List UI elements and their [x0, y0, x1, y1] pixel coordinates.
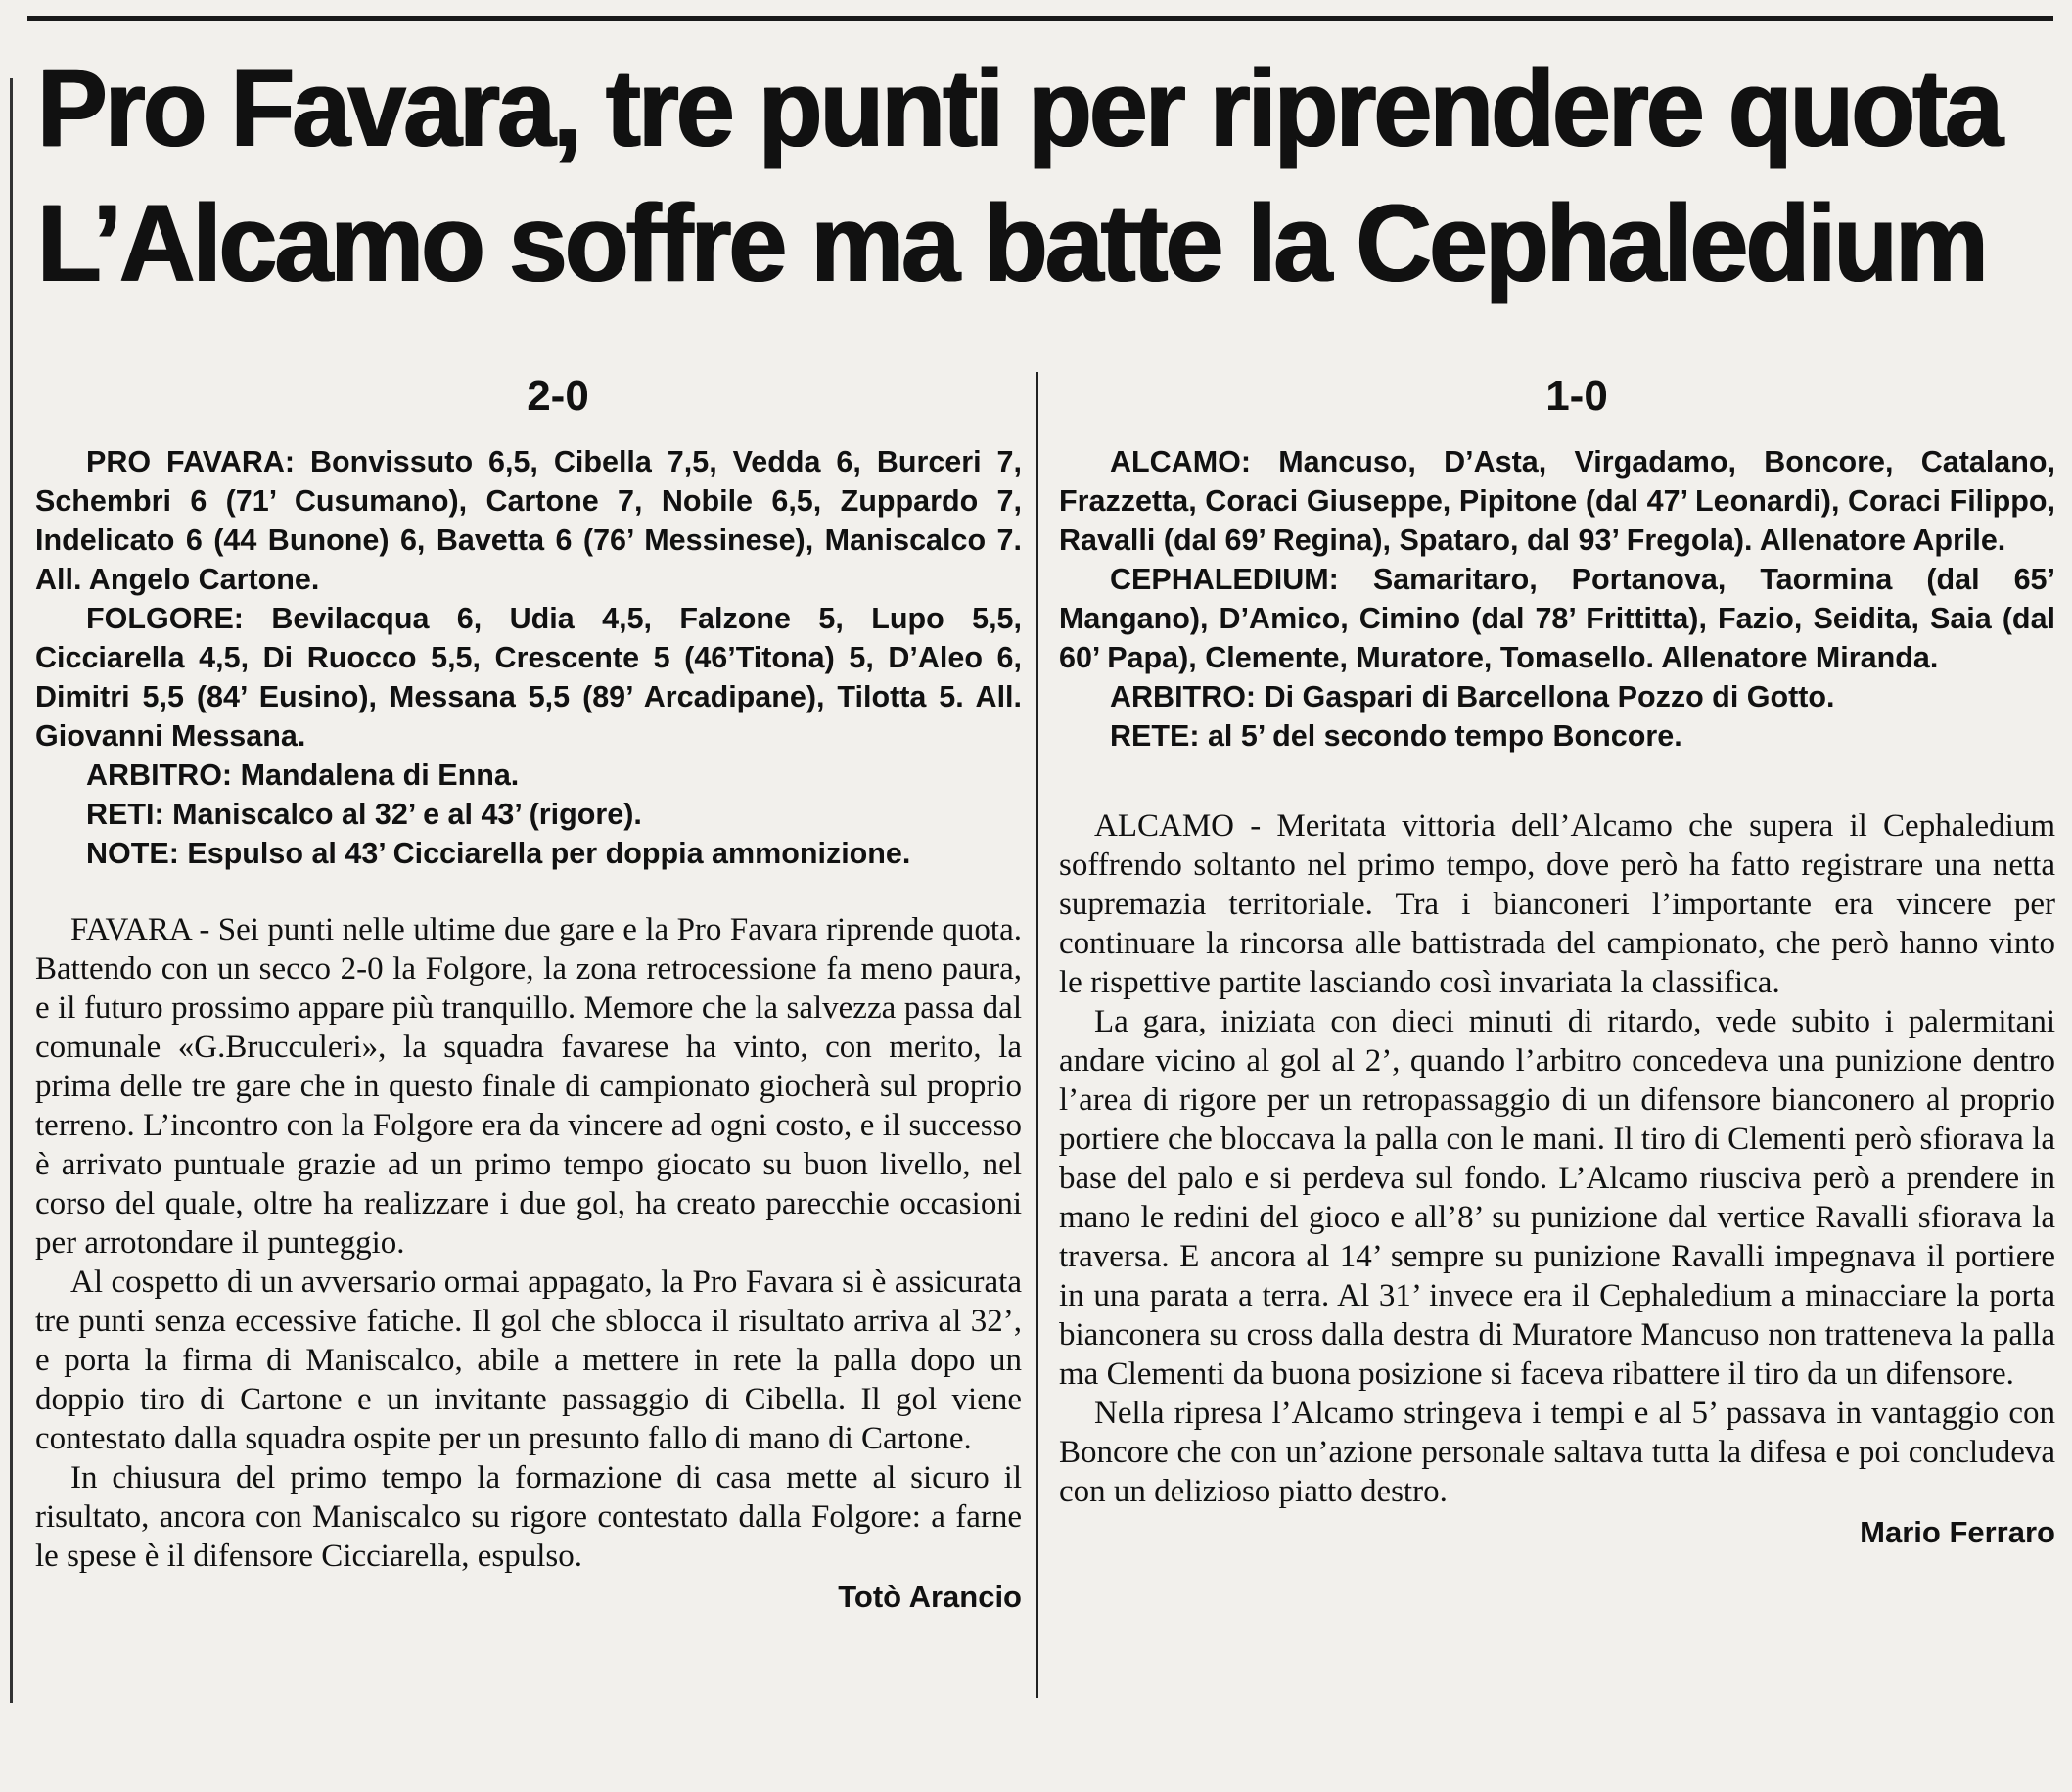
paragraph: La gara, iniziata con dieci minuti di ritardo, vede subito i palermitani andare vicino al gol al 2’, quando l’arbitro concedeva una punizione dentro l’area di rigore per un retropassaggio di un difensore bianconero al proprio portiere che bloccava la palla con le mani. Il tiro di Clementi però sfiorava la base del palo e si perdeva sul fondo. L’Alcamo riusciva però a prendere in mano le redini del gioco e all’8’ su punizione dal vertice Ravalli sfiorava la traversa. E ancora al 14’ sempre su punizione Ravalli impegnava il portiere in una parata a terra. Al 31’ invece era il Cephaledium a minacciare la porta bianconera su cross dalla destra di Muratore Mancuso non tratteneva la palla ma Clementi da buona posizione si faceva ribattere il tiro da un difensore. — [1059, 1004, 2055, 1392]
paragraph: In chiusura del primo tempo la formazione di casa mette al sicuro il risultato, ancora con Maniscalco su rigore contestato dalla Folgore: a farne le spese è il difensore Cicciarella, espulso. — [35, 1460, 1022, 1574]
lineup-alcamo: ALCAMO: Mancuso, D’Asta, Virgadamo, Boncore, Catalano, Frazzetta, Coraci Giuseppe, Pipitone (dal 47’ Leonardi), Coraci Filippo, Ravalli (dal 69’ Regina), Spataro, dal 93’ Fregola). Allenatore Aprile. — [1059, 445, 2055, 557]
body-right — [1059, 806, 2055, 1511]
paragraph: Nella ripresa l’Alcamo stringeva i tempi e al 5’ passava in vantaggio con Boncore che con un’azione personale saltava tutta la difesa e poi concludeva con un delizioso piatto destro. — [1059, 1396, 2055, 1509]
author-left: Totò Arancio — [838, 1580, 1022, 1614]
article-left — [35, 362, 1022, 1617]
paragraph: ALCAMO - Meritata vittoria dell’Alcamo che supera il Cephaledium soffrendo soltanto nel primo tempo, dove però ha fatto registrare una netta supremazia territoriale. Tra i bianconeri l’importante era vincere per continuare la rincorsa alle battistrada del campionato, che però hanno vinto le rispettive partite lasciando così invariata la classifica. — [1059, 808, 2055, 1000]
notes-left: NOTE: Espulso al 43’ Cicciarella per doppia ammonizione. — [86, 837, 911, 870]
paragraph: Al cospetto di un avversario ormai appagato, la Pro Favara si è assicurata tre punti senza eccessive fatiche. Il gol che sblocca il risultato arriva al 32’, e porta la firma di Maniscalco, abile a mettere in rete la palla dopo un doppio tiro di Cartone e un invitante passaggio di Cibella. Il gol viene contestato dalla squadra ospite per un presunto fallo di mano di Cartone. — [35, 1264, 1022, 1456]
lineup-folgore: FOLGORE: Bevilacqua 6, Udia 4,5, Falzone 5, Lupo 5,5, Cicciarella 4,5, Di Ruocco 5,5, Crescente 5 (46’Titona) 5, D’Aleo 6, Dimitri 5,5 (84’ Eusino), Messana 5,5 (89’ Arcadipane), Tilotta 5. All. Giovanni Messana. — [35, 602, 1022, 753]
top-rule — [27, 16, 2053, 21]
referee-left: ARBITRO: Mandalena di Enna. — [86, 758, 520, 792]
headline-line-1: Pro Favara, tre punti per riprendere quota — [37, 47, 2002, 169]
lineup-cephaledium: CEPHALEDIUM: Samaritaro, Portanova, Taormina (dal 65’ Mangano), D’Amico, Cimino (dal 78’ Frittitta), Fazio, Seidita, Saia (dal 60’ Papa), Clemente, Muratore, Tomasello. Allenatore Miranda. — [1059, 563, 2055, 674]
goals-left: RETI: Maniscalco al 32’ e al 43’ (rigore). — [86, 798, 642, 831]
lineup-pro-favara: PRO FAVARA: Bonvissuto 6,5, Cibella 7,5, Vedda 6, Burceri 7, Schembri 6 (71’ Cusumano), Cartone 7, Nobile 6,5, Zuppardo 7, Indelicato 6 (44 Bunone) 6, Bavetta 6 (76’ Messinese), Maniscalco 7. All. Angelo Cartone. — [35, 445, 1022, 596]
lineups-left — [35, 442, 1022, 873]
headline-line-2: L’Alcamo soffre ma batte la Cephaledium — [37, 182, 1986, 304]
author-right: Mario Ferraro — [1860, 1515, 2055, 1549]
referee-right: ARBITRO: Di Gaspari di Barcellona Pozzo di Gotto. — [1110, 680, 1835, 713]
lineups-right — [1059, 442, 2055, 756]
column-divider — [1036, 372, 1038, 1698]
headline — [37, 41, 2002, 311]
paragraph: FAVARA - Sei punti nelle ultime due gare e la Pro Favara riprende quota. Battendo con un secco 2-0 la Folgore, la zona retrocessione fa meno paura, e il futuro prossimo appare più tranquillo. Memore che la salvezza passa dal comunale «G.Brucculeri», la squadra favarese ha vinto, con merito, la prima delle tre gare che in questo finale di campionato giocherà sul proprio terreno. L’incontro con la Folgore era da vincere ad ogni costo, e il successo è arrivato puntuale grazie ad un primo tempo giocato su buon livello, nel corso del quale, oltre ha realizzare i due gol, ha creato parecchie occasioni per arrotondare il punteggio. — [35, 912, 1022, 1261]
article-right — [1059, 362, 2055, 1552]
goal-right: RETE: al 5’ del secondo tempo Boncore. — [1110, 719, 1682, 753]
left-rule — [10, 78, 13, 1703]
score-right: 1-0 — [1545, 372, 1608, 420]
body-left — [35, 910, 1022, 1576]
score-left: 2-0 — [527, 372, 589, 420]
